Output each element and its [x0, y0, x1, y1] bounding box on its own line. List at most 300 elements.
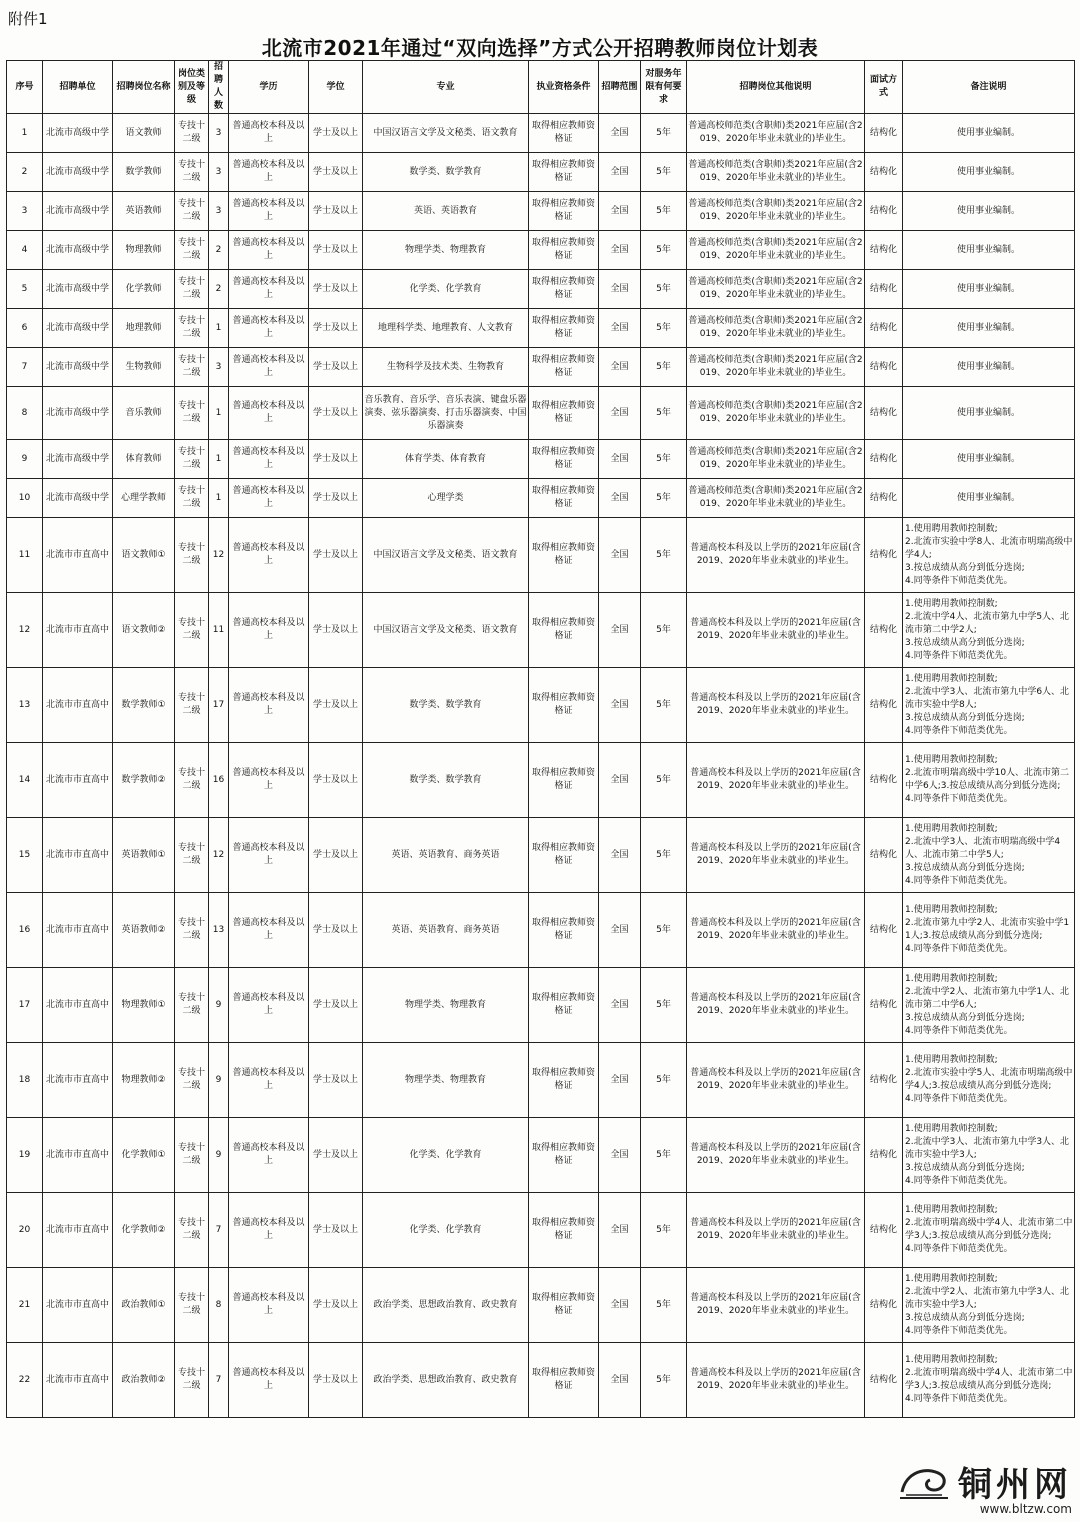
- cell-unit: 北流市高级中学: [43, 348, 113, 387]
- remark-line: 1.使用聘用教师控制数;: [905, 1273, 998, 1284]
- cell-service-years: 5年: [641, 1118, 687, 1193]
- cell-post: 化学教师②: [113, 1193, 175, 1268]
- cell-education: 普通高校本科及以上: [229, 1268, 309, 1343]
- cell-no: 12: [7, 593, 43, 668]
- table-row: [7, 1193, 1075, 1268]
- cell-no: 15: [7, 818, 43, 893]
- cell-remarks: [903, 1118, 1075, 1193]
- cell-major: 英语、英语教育: [363, 192, 529, 231]
- watermark: [896, 1457, 1072, 1516]
- table-row: [7, 968, 1075, 1043]
- cell-degree: 学士及以上: [309, 270, 363, 309]
- cell-interview: 结构化: [865, 593, 903, 668]
- cell-education: 普通高校本科及以上: [229, 192, 309, 231]
- cell-service-years: 5年: [641, 348, 687, 387]
- remark-line: 使用事业编制。: [956, 492, 1020, 503]
- table-row: [7, 893, 1075, 968]
- cell-qualification: 取得相应教师资格证: [529, 518, 599, 593]
- cell-interview: 结构化: [865, 479, 903, 518]
- cell-remarks: [903, 479, 1075, 518]
- cell-major: 英语、英语教育、商务英语: [363, 893, 529, 968]
- cell-count: 9: [209, 1118, 229, 1193]
- remark-line: 1.使用聘用教师控制数;: [905, 755, 998, 765]
- header-service-years: 对服务年限有何要求: [641, 61, 687, 114]
- cell-major: 体育学类、体育教育: [363, 440, 529, 479]
- cell-count: 9: [209, 1043, 229, 1118]
- remark-line: 使用事业编制。: [956, 283, 1020, 294]
- cell-grade: 专技十二级: [175, 387, 209, 440]
- cell-other: 普通高校本科及以上学历的2021年应届(含2019、2020年毕业未就业的)毕业生。: [687, 818, 865, 893]
- cell-degree: 学士及以上: [309, 440, 363, 479]
- cell-other: 普通高校本科及以上学历的2021年应届(含2019、2020年毕业未就业的)毕业生。: [687, 968, 865, 1043]
- cell-education: 普通高校本科及以上: [229, 114, 309, 153]
- cell-count: 1: [209, 479, 229, 518]
- table-row: [7, 518, 1075, 593]
- cell-interview: 结构化: [865, 1343, 903, 1418]
- cell-service-years: 5年: [641, 968, 687, 1043]
- cell-post: 语文教师①: [113, 518, 175, 593]
- cell-qualification: 取得相应教师资格证: [529, 387, 599, 440]
- cell-service-years: 5年: [641, 668, 687, 743]
- remark-line: 1.使用聘用教师控制数;: [905, 598, 998, 609]
- cell-count: 12: [209, 518, 229, 593]
- cell-other: 普通高校本科及以上学历的2021年应届(含2019、2020年毕业未就业的)毕业生。: [687, 743, 865, 818]
- cell-grade: 专技十二级: [175, 518, 209, 593]
- cell-count: 2: [209, 231, 229, 270]
- cell-remarks: [903, 893, 1075, 968]
- remark-line: 3.按总成绩从高分到低分选岗;: [905, 1012, 1025, 1023]
- cell-degree: 学士及以上: [309, 153, 363, 192]
- cell-no: 5: [7, 270, 43, 309]
- cell-qualification: 取得相应教师资格证: [529, 440, 599, 479]
- cell-grade: 专技十二级: [175, 479, 209, 518]
- cell-scope: 全国: [599, 1268, 641, 1343]
- cell-unit: 北流市高级中学: [43, 479, 113, 518]
- cell-qualification: 取得相应教师资格证: [529, 1343, 599, 1418]
- table-row: [7, 1118, 1075, 1193]
- cell-unit: 北流市市直高中: [43, 893, 113, 968]
- cell-other: 普通高校师范类(含职师)类2021年应届(含2019、2020年毕业未就业的)毕业生。: [687, 192, 865, 231]
- table-row: [7, 1043, 1075, 1118]
- cell-qualification: 取得相应教师资格证: [529, 270, 599, 309]
- header-no: 序号: [7, 61, 43, 114]
- cell-count: 7: [209, 1343, 229, 1418]
- cell-remarks: [903, 1343, 1075, 1418]
- remark-line: 2.北流中学2人、北流市第九中学1人、北流市第二中学6人;: [905, 986, 1070, 1010]
- recruitment-plan-table: [6, 60, 1075, 1418]
- cell-remarks: [903, 387, 1075, 440]
- header-remarks: 备注说明: [903, 61, 1075, 114]
- cell-scope: 全国: [599, 231, 641, 270]
- cell-degree: 学士及以上: [309, 479, 363, 518]
- cell-count: 1: [209, 387, 229, 440]
- cell-degree: 学士及以上: [309, 1043, 363, 1118]
- cell-interview: 结构化: [865, 818, 903, 893]
- cell-major: 中国汉语言文学及文秘类、语文教育: [363, 593, 529, 668]
- attachment-label: 附件1: [8, 10, 48, 28]
- cell-post: 英语教师: [113, 192, 175, 231]
- watermark-logo: [896, 1457, 1072, 1506]
- remark-line: 2.北流中学3人、北流市明瑞高级中学4人、北流市第二中学5人;: [905, 836, 1061, 860]
- cell-unit: 北流市市直高中: [43, 593, 113, 668]
- remark-line: 使用事业编制。: [956, 205, 1020, 216]
- cell-unit: 北流市市直高中: [43, 1118, 113, 1193]
- cell-scope: 全国: [599, 153, 641, 192]
- remark-line: 2.北流中学2人、北流市第九中学3人、北流市实验中学3人;: [905, 1286, 1070, 1310]
- cell-grade: 专技十二级: [175, 1118, 209, 1193]
- cell-service-years: 5年: [641, 893, 687, 968]
- table-row: [7, 668, 1075, 743]
- remark-line: 3.按总成绩从高分到低分选岗;: [905, 712, 1025, 723]
- cell-other: 普通高校师范类(含职师)类2021年应届(含2019、2020年毕业未就业的)毕业生。: [687, 114, 865, 153]
- cell-no: 16: [7, 893, 43, 968]
- cell-count: 16: [209, 743, 229, 818]
- cell-major: 数学类、数学教育: [363, 668, 529, 743]
- cell-no: 21: [7, 1268, 43, 1343]
- cell-post: 数学教师: [113, 153, 175, 192]
- cell-other: 普通高校师范类(含职师)类2021年应届(含2019、2020年毕业未就业的)毕业生。: [687, 270, 865, 309]
- cell-unit: 北流市市直高中: [43, 1268, 113, 1343]
- header-qualification: 执业资格条件: [529, 61, 599, 114]
- remark-line: 使用事业编制。: [956, 453, 1020, 464]
- cell-unit: 北流市高级中学: [43, 440, 113, 479]
- cell-post: 物理教师②: [113, 1043, 175, 1118]
- cell-no: 17: [7, 968, 43, 1043]
- cell-degree: 学士及以上: [309, 1118, 363, 1193]
- cell-service-years: 5年: [641, 1043, 687, 1118]
- cell-post: 化学教师①: [113, 1118, 175, 1193]
- watermark-url: www.bltzw.com: [979, 1502, 1072, 1516]
- cell-other: 普通高校师范类(含职师)类2021年应届(含2019、2020年毕业未就业的)毕业生。: [687, 348, 865, 387]
- cell-unit: 北流市高级中学: [43, 231, 113, 270]
- cell-remarks: [903, 348, 1075, 387]
- cell-no: 9: [7, 440, 43, 479]
- cell-no: 20: [7, 1193, 43, 1268]
- cell-scope: 全国: [599, 818, 641, 893]
- cell-qualification: 取得相应教师资格证: [529, 818, 599, 893]
- watermark-brand: 铜州网: [958, 1465, 1072, 1505]
- cell-grade: 专技十二级: [175, 348, 209, 387]
- remark-line: 1.使用聘用教师控制数;: [905, 973, 998, 984]
- cell-no: 14: [7, 743, 43, 818]
- cell-service-years: 5年: [641, 192, 687, 231]
- cell-post: 音乐教师: [113, 387, 175, 440]
- cell-count: 3: [209, 192, 229, 231]
- cell-degree: 学士及以上: [309, 1343, 363, 1418]
- cell-no: 7: [7, 348, 43, 387]
- cell-interview: 结构化: [865, 153, 903, 192]
- cell-major: 生物科学及技术类、生物教育: [363, 348, 529, 387]
- cell-unit: 北流市市直高中: [43, 818, 113, 893]
- cell-scope: 全国: [599, 348, 641, 387]
- table-row: [7, 231, 1075, 270]
- swirl-logo-icon: [896, 1462, 952, 1502]
- cell-education: 普通高校本科及以上: [229, 440, 309, 479]
- remark-line: 使用事业编制。: [956, 127, 1020, 138]
- cell-remarks: [903, 270, 1075, 309]
- cell-remarks: [903, 309, 1075, 348]
- header-post: 招聘岗位名称: [113, 61, 175, 114]
- cell-no: 11: [7, 518, 43, 593]
- cell-count: 2: [209, 270, 229, 309]
- remark-line: 3.按总成绩从高分到低分选岗;: [905, 862, 1025, 873]
- cell-other: 普通高校师范类(含职师)类2021年应届(含2019、2020年毕业未就业的)毕业生。: [687, 231, 865, 270]
- cell-interview: 结构化: [865, 968, 903, 1043]
- cell-grade: 专技十二级: [175, 309, 209, 348]
- header-education: 学历: [229, 61, 309, 114]
- cell-service-years: 5年: [641, 818, 687, 893]
- cell-other: 普通高校师范类(含职师)类2021年应届(含2019、2020年毕业未就业的)毕业生。: [687, 153, 865, 192]
- remark-line: 4.同等条件下师范类优先。: [905, 650, 1013, 661]
- cell-count: 11: [209, 593, 229, 668]
- cell-education: 普通高校本科及以上: [229, 309, 309, 348]
- cell-education: 普通高校本科及以上: [229, 387, 309, 440]
- remark-line: 1.使用聘用教师控制数;: [905, 1055, 998, 1065]
- cell-service-years: 5年: [641, 518, 687, 593]
- cell-no: 13: [7, 668, 43, 743]
- cell-qualification: 取得相应教师资格证: [529, 231, 599, 270]
- cell-degree: 学士及以上: [309, 518, 363, 593]
- cell-qualification: 取得相应教师资格证: [529, 743, 599, 818]
- cell-service-years: 5年: [641, 440, 687, 479]
- cell-major: 物理学类、物理教育: [363, 1043, 529, 1118]
- remark-line: 3.按总成绩从高分到低分选岗;: [905, 1162, 1025, 1173]
- cell-count: 1: [209, 440, 229, 479]
- cell-post: 数学教师②: [113, 743, 175, 818]
- cell-scope: 全国: [599, 1193, 641, 1268]
- remark-line: 使用事业编制。: [956, 361, 1020, 372]
- cell-post: 物理教师①: [113, 968, 175, 1043]
- remark-line: 4.同等条件下师范类优先。: [905, 1325, 1013, 1336]
- cell-post: 物理教师: [113, 231, 175, 270]
- cell-no: 2: [7, 153, 43, 192]
- remark-line: 2.北流中学4人、北流市第九中学5人、北流市第二中学2人;: [905, 611, 1070, 635]
- cell-scope: 全国: [599, 743, 641, 818]
- cell-major: 物理学类、物理教育: [363, 231, 529, 270]
- cell-major: 中国汉语言文学及文秘类、语文教育: [363, 518, 529, 593]
- cell-education: 普通高校本科及以上: [229, 1193, 309, 1268]
- cell-education: 普通高校本科及以上: [229, 893, 309, 968]
- cell-service-years: 5年: [641, 270, 687, 309]
- cell-other: 普通高校师范类(含职师)类2021年应届(含2019、2020年毕业未就业的)毕业生。: [687, 309, 865, 348]
- cell-education: 普通高校本科及以上: [229, 348, 309, 387]
- cell-major: 中国汉语言文学及文秘类、语文教育: [363, 114, 529, 153]
- table-row: [7, 192, 1075, 231]
- cell-education: 普通高校本科及以上: [229, 743, 309, 818]
- remark-line: 2.北流市明瑞高级中学10人、北流市第二中学6人;3.按总成绩从高分到低分选岗;: [905, 768, 1070, 791]
- remark-line: 4.同等条件下师范类优先。: [905, 1094, 1013, 1104]
- cell-post: 政治教师②: [113, 1343, 175, 1418]
- cell-scope: 全国: [599, 1043, 641, 1118]
- remark-line: 1.使用聘用教师控制数;: [905, 1123, 998, 1134]
- cell-count: 7: [209, 1193, 229, 1268]
- cell-post: 化学教师: [113, 270, 175, 309]
- cell-remarks: [903, 231, 1075, 270]
- remark-line: 1.使用聘用教师控制数;: [905, 905, 998, 915]
- remark-line: 4.同等条件下师范类优先。: [905, 875, 1013, 886]
- cell-post: 政治教师①: [113, 1268, 175, 1343]
- table-row: [7, 440, 1075, 479]
- header-count: 招聘人数: [209, 61, 229, 114]
- cell-remarks: [903, 153, 1075, 192]
- cell-degree: 学士及以上: [309, 387, 363, 440]
- cell-degree: 学士及以上: [309, 968, 363, 1043]
- cell-scope: 全国: [599, 893, 641, 968]
- table-row: [7, 114, 1075, 153]
- cell-no: 18: [7, 1043, 43, 1118]
- cell-scope: 全国: [599, 593, 641, 668]
- cell-grade: 专技十二级: [175, 270, 209, 309]
- cell-education: 普通高校本科及以上: [229, 593, 309, 668]
- cell-post: 语文教师②: [113, 593, 175, 668]
- cell-scope: 全国: [599, 192, 641, 231]
- cell-qualification: 取得相应教师资格证: [529, 593, 599, 668]
- cell-education: 普通高校本科及以上: [229, 668, 309, 743]
- cell-interview: 结构化: [865, 1118, 903, 1193]
- cell-qualification: 取得相应教师资格证: [529, 192, 599, 231]
- cell-grade: 专技十二级: [175, 593, 209, 668]
- cell-education: 普通高校本科及以上: [229, 518, 309, 593]
- cell-other: 普通高校本科及以上学历的2021年应届(含2019、2020年毕业未就业的)毕业生。: [687, 593, 865, 668]
- cell-remarks: [903, 192, 1075, 231]
- header-interview: 面试方式: [865, 61, 903, 114]
- cell-major: 政治学类、思想政治教育、政史教育: [363, 1343, 529, 1418]
- cell-no: 22: [7, 1343, 43, 1418]
- cell-post: 语文教师: [113, 114, 175, 153]
- cell-education: 普通高校本科及以上: [229, 1118, 309, 1193]
- remark-line: 4.同等条件下师范类优先。: [905, 1244, 1013, 1254]
- cell-scope: 全国: [599, 440, 641, 479]
- cell-remarks: [903, 440, 1075, 479]
- remark-line: 3.按总成绩从高分到低分选岗;: [905, 1312, 1025, 1323]
- cell-post: 英语教师①: [113, 818, 175, 893]
- cell-unit: 北流市高级中学: [43, 153, 113, 192]
- cell-education: 普通高校本科及以上: [229, 818, 309, 893]
- cell-qualification: 取得相应教师资格证: [529, 668, 599, 743]
- cell-interview: 结构化: [865, 518, 903, 593]
- cell-degree: 学士及以上: [309, 231, 363, 270]
- cell-service-years: 5年: [641, 309, 687, 348]
- cell-service-years: 5年: [641, 743, 687, 818]
- cell-major: 化学类、化学教育: [363, 1193, 529, 1268]
- cell-no: 1: [7, 114, 43, 153]
- cell-post: 体育教师: [113, 440, 175, 479]
- header-other-notes: 招聘岗位其他说明: [687, 61, 865, 114]
- cell-post: 英语教师②: [113, 893, 175, 968]
- cell-scope: 全国: [599, 309, 641, 348]
- cell-interview: 结构化: [865, 309, 903, 348]
- remark-line: 使用事业编制。: [956, 322, 1020, 333]
- table-row: [7, 387, 1075, 440]
- cell-scope: 全国: [599, 668, 641, 743]
- cell-education: 普通高校本科及以上: [229, 153, 309, 192]
- cell-scope: 全国: [599, 1118, 641, 1193]
- cell-other: 普通高校本科及以上学历的2021年应届(含2019、2020年毕业未就业的)毕业生。: [687, 1193, 865, 1268]
- cell-post: 生物教师: [113, 348, 175, 387]
- cell-degree: 学士及以上: [309, 348, 363, 387]
- cell-qualification: 取得相应教师资格证: [529, 153, 599, 192]
- cell-qualification: 取得相应教师资格证: [529, 114, 599, 153]
- cell-count: 12: [209, 818, 229, 893]
- cell-grade: 专技十二级: [175, 1268, 209, 1343]
- cell-remarks: [903, 668, 1075, 743]
- table-row: [7, 348, 1075, 387]
- remark-line: 1.使用聘用教师控制数;: [905, 673, 998, 684]
- cell-education: 普通高校本科及以上: [229, 270, 309, 309]
- cell-no: 6: [7, 309, 43, 348]
- cell-service-years: 5年: [641, 479, 687, 518]
- cell-unit: 北流市市直高中: [43, 518, 113, 593]
- cell-interview: 结构化: [865, 270, 903, 309]
- cell-interview: 结构化: [865, 192, 903, 231]
- cell-scope: 全国: [599, 270, 641, 309]
- cell-degree: 学士及以上: [309, 743, 363, 818]
- header-major: 专业: [363, 61, 529, 114]
- cell-other: 普通高校师范类(含职师)类2021年应届(含2019、2020年毕业未就业的)毕业生。: [687, 387, 865, 440]
- cell-qualification: 取得相应教师资格证: [529, 968, 599, 1043]
- cell-remarks: [903, 1193, 1075, 1268]
- cell-major: 数学类、数学教育: [363, 743, 529, 818]
- remark-line: 4.同等条件下师范类优先。: [905, 575, 1013, 586]
- cell-service-years: 5年: [641, 1193, 687, 1268]
- remark-line: 2.北流中学3人、北流市第九中学6人、北流市实验中学8人;: [905, 686, 1070, 710]
- cell-qualification: 取得相应教师资格证: [529, 1043, 599, 1118]
- remark-line: 4.同等条件下师范类优先。: [905, 1025, 1013, 1036]
- cell-other: 普通高校本科及以上学历的2021年应届(含2019、2020年毕业未就业的)毕业生。: [687, 1343, 865, 1418]
- table-row: [7, 1343, 1075, 1418]
- cell-scope: 全国: [599, 1343, 641, 1418]
- cell-remarks: [903, 114, 1075, 153]
- cell-unit: 北流市市直高中: [43, 743, 113, 818]
- cell-scope: 全国: [599, 968, 641, 1043]
- cell-service-years: 5年: [641, 387, 687, 440]
- page-title: 北流市2021年通过“双向选择”方式公开招聘教师岗位计划表: [261, 36, 819, 60]
- cell-major: 英语、英语教育、商务英语: [363, 818, 529, 893]
- cell-degree: 学士及以上: [309, 114, 363, 153]
- remark-line: 使用事业编制。: [956, 244, 1020, 255]
- cell-degree: 学士及以上: [309, 593, 363, 668]
- cell-interview: 结构化: [865, 387, 903, 440]
- cell-grade: 专技十二级: [175, 968, 209, 1043]
- cell-major: 数学类、数学教育: [363, 153, 529, 192]
- cell-other: 普通高校本科及以上学历的2021年应届(含2019、2020年毕业未就业的)毕业生。: [687, 1268, 865, 1343]
- cell-interview: 结构化: [865, 348, 903, 387]
- cell-interview: 结构化: [865, 1268, 903, 1343]
- cell-major: 政治学类、思想政治教育、政史教育: [363, 1268, 529, 1343]
- cell-grade: 专技十二级: [175, 668, 209, 743]
- remark-line: 4.同等条件下师范类优先。: [905, 1175, 1013, 1186]
- cell-unit: 北流市市直高中: [43, 1343, 113, 1418]
- cell-interview: 结构化: [865, 1043, 903, 1118]
- cell-education: 普通高校本科及以上: [229, 231, 309, 270]
- cell-post: 数学教师①: [113, 668, 175, 743]
- cell-degree: 学士及以上: [309, 668, 363, 743]
- cell-degree: 学士及以上: [309, 192, 363, 231]
- cell-qualification: 取得相应教师资格证: [529, 1268, 599, 1343]
- header-degree: 学位: [309, 61, 363, 114]
- cell-interview: 结构化: [865, 668, 903, 743]
- cell-service-years: 5年: [641, 114, 687, 153]
- cell-grade: 专技十二级: [175, 231, 209, 270]
- cell-scope: 全国: [599, 114, 641, 153]
- cell-other: 普通高校本科及以上学历的2021年应届(含2019、2020年毕业未就业的)毕业生。: [687, 1118, 865, 1193]
- cell-degree: 学士及以上: [309, 309, 363, 348]
- cell-qualification: 取得相应教师资格证: [529, 479, 599, 518]
- cell-major: 物理学类、物理教育: [363, 968, 529, 1043]
- cell-education: 普通高校本科及以上: [229, 479, 309, 518]
- remark-line: 1.使用聘用教师控制数;: [905, 1205, 998, 1215]
- cell-post: 地理教师: [113, 309, 175, 348]
